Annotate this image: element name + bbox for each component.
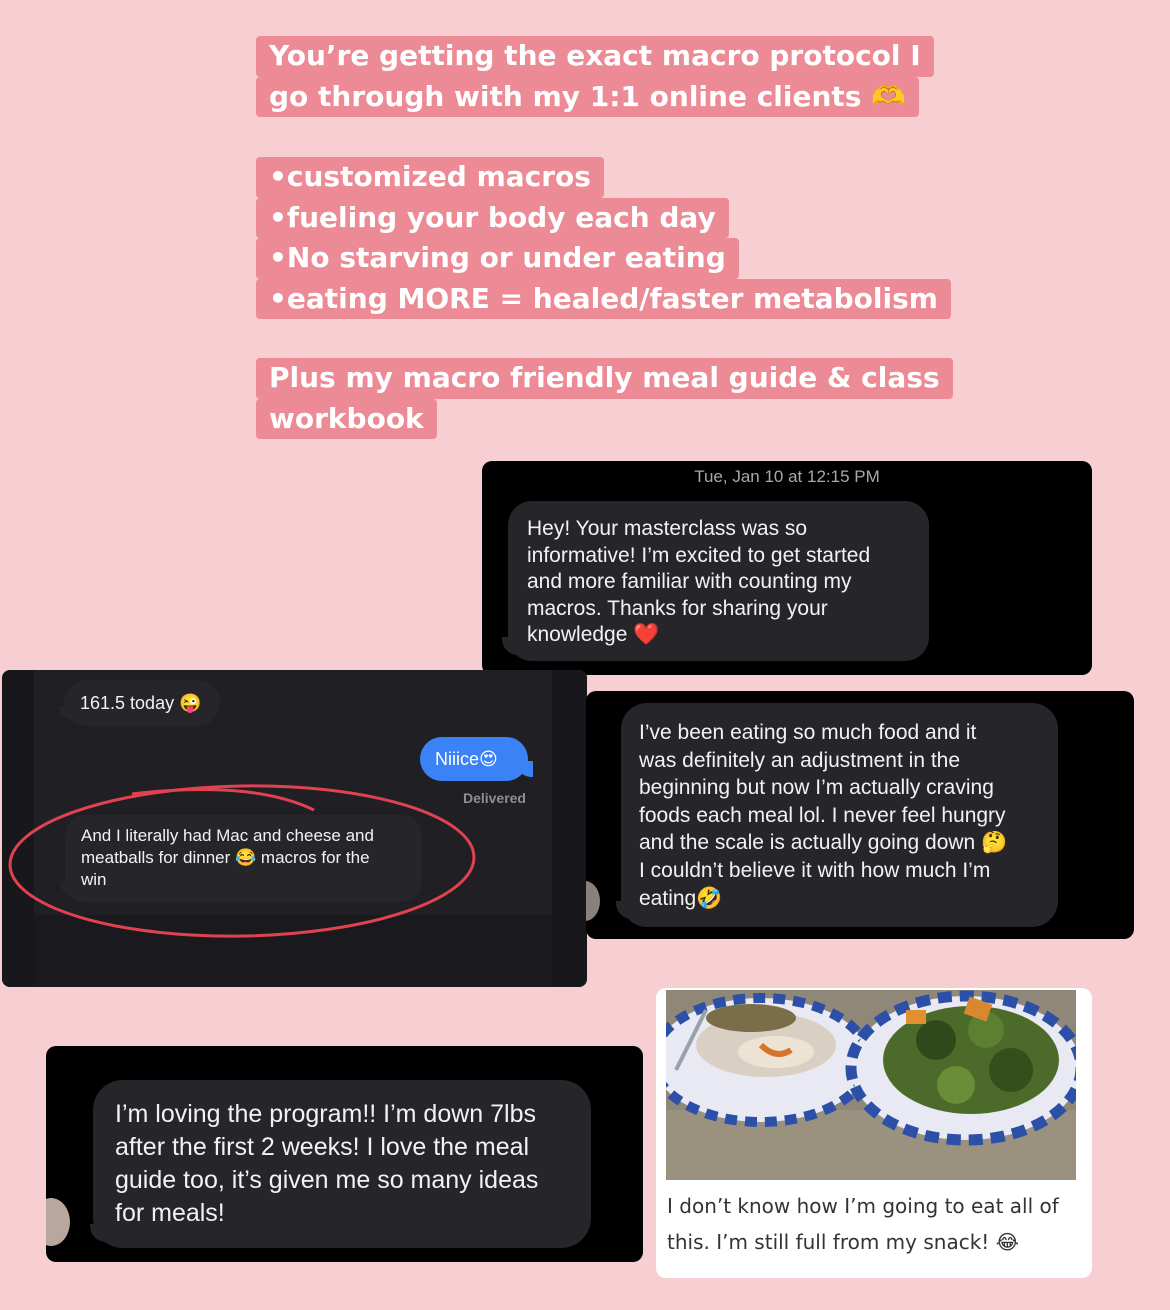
message-line: I’ve been eating so much food and it (639, 721, 977, 744)
benefits-block (256, 157, 951, 319)
message-timestamp: Tue, Jan 10 at 12:15 PM (694, 467, 880, 486)
message-bubble (508, 501, 929, 661)
message-line: beginning but now I’m actually craving (639, 776, 994, 800)
benefit-line: •customized macros (256, 157, 604, 198)
message-line: I couldn’t believe it with how much I’m (639, 858, 991, 882)
benefit-line: •eating MORE = healed/faster metabolism (256, 279, 951, 320)
caption-line: I don’t know how I’m going to eat all of (667, 1194, 1059, 1218)
benefit-line: •No starving or under eating (256, 238, 739, 279)
sender-avatar (46, 1198, 70, 1246)
message-line: foods each meal lol. I never feel hungry (639, 803, 1006, 827)
weight-bubble: 161.5 today 😜 (64, 680, 220, 726)
message-line: And I literally had Mac and cheese and (81, 826, 374, 845)
photo-caption (667, 1188, 1059, 1260)
red-circle-annotation (2, 670, 587, 987)
bonus-line: workbook (256, 399, 437, 440)
sender-avatar (586, 881, 600, 921)
message-screenshot-weight (2, 670, 587, 987)
sent-bubble: Niiice😍 (420, 737, 528, 781)
message-line: and more familiar with counting my (527, 570, 852, 593)
message-line: for meals! (115, 1199, 225, 1227)
message-bubble (93, 1080, 591, 1248)
message-line: was definitely an adjustment in the (639, 748, 961, 772)
headline-line: go through with my 1:1 online clients 🫶 (256, 77, 919, 118)
message-screenshot-eating (586, 691, 1134, 939)
message-line: win (81, 870, 107, 889)
bonus-block (256, 358, 953, 439)
message-line: knowledge ❤️ (527, 623, 660, 646)
bonus-line: Plus my macro friendly meal guide & class (256, 358, 953, 399)
message-screenshot-program (46, 1046, 643, 1262)
headline-line: You’re getting the exact macro protocol I (256, 36, 934, 77)
message-line: eating🤣 (639, 886, 723, 910)
message-line: macros. Thanks for sharing your (527, 596, 828, 620)
message-line: Hey! Your masterclass was so (527, 517, 808, 540)
message-line: guide too, it’s given me so many ideas (115, 1166, 539, 1194)
message-bubble (621, 703, 1058, 927)
message-screenshot-meal-photo (656, 988, 1092, 1278)
caption-line: this. I’m still full from my snack! 😂 (667, 1230, 1020, 1254)
message-line: I’m loving the program!! I’m down 7lbs (115, 1100, 537, 1128)
delivered-status: Delivered (462, 790, 526, 806)
headline-block (256, 36, 934, 117)
meal-photo (666, 990, 1076, 1180)
message-line: after the first 2 weeks! I love the meal (115, 1133, 530, 1161)
message-screenshot-masterclass (482, 461, 1092, 675)
message-line: informative! I’m excited to get started (527, 543, 871, 567)
message-line: meatballs for dinner 😂 macros for the (81, 848, 370, 867)
benefit-line: •fueling your body each day (256, 198, 729, 239)
message-line: and the scale is actually going down 🤔 (639, 831, 1008, 855)
